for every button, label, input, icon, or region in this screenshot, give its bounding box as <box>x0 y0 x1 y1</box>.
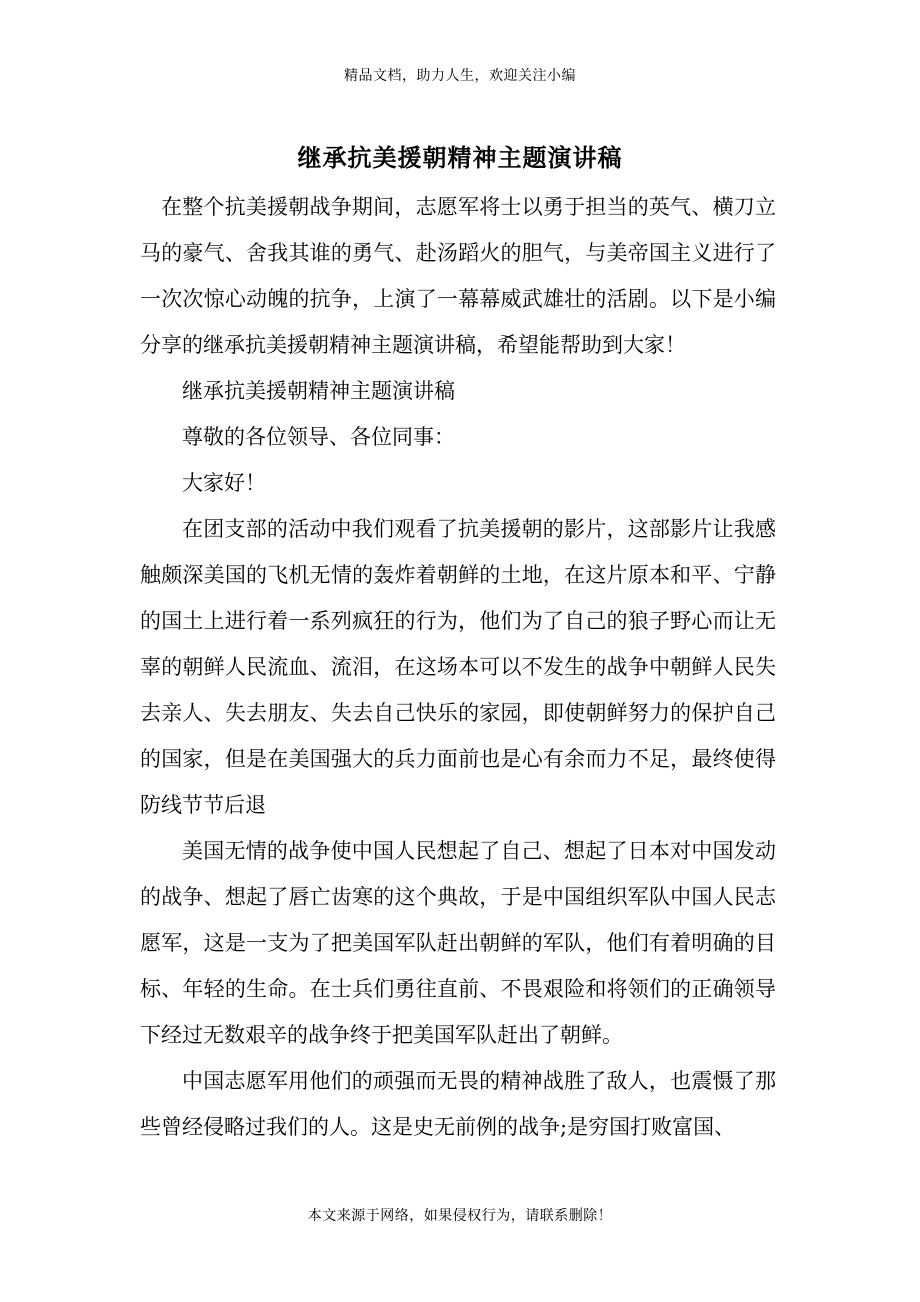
footer-note: 本文来源于网络，如果侵权行为，请联系删除！ <box>307 1208 613 1224</box>
document-body <box>140 184 776 1150</box>
greeting-line: 大家好！ <box>182 471 266 495</box>
header-note: 精品文档，助力人生，欢迎关注小编 <box>344 68 576 84</box>
body-paragraph: 在团支部的活动中我们观看了抗美援朝的影片，这部影片让我感触颇深美国的飞机无情的轰炸着朝鲜的土地，在这片原本和平、宁静的国土上进行着一系列疯狂的行为，他们为了自己的狼子野心而让无辜的朝鲜人民流血、流泪，在这场本可以不发生的战争中朝鲜人民失去亲人、失去朋友、失去自己快乐的家园，即使朝鲜努力的保护自己的国家，但是在美国强大的兵力面前也是心有余而力不足，最终使得防线节节后退 <box>140 517 776 817</box>
body-paragraph: 美国无情的战争使中国人民想起了自己、想起了日本对中国发动的战争、想起了唇亡齿寒的这个典故，于是中国组织军队中国人民志愿军，这是一支为了把美国军队赶出朝鲜的军队，他们有着明确的目标、年轻的生命。在士兵们勇往直前、不畏艰险和将领们的正确领导下经过无数艰辛的战争终于把美国军队赶出了朝鲜。 <box>140 839 776 1047</box>
body-paragraph: 中国志愿军用他们的顽强而无畏的精神战胜了敌人，也震慑了那些曾经侵略过我们的人。这是史无前例的战争;是穷国打败富国、 <box>140 1069 776 1139</box>
intro-paragraph: 在整个抗美援朝战争期间，志愿军将士以勇于担当的英气、横刀立马的豪气、舍我其谁的勇气、赴汤蹈火的胆气，与美帝国主义进行了一次次惊心动魄的抗争，上演了一幕幕威武雄壮的活剧。以下是小编分享的继承抗美援朝精神主题演讲稿，希望能帮助到大家！ <box>140 195 776 357</box>
speech-title-line: 继承抗美援朝精神主题演讲稿 <box>182 379 455 403</box>
document-title: 继承抗美援朝精神主题演讲稿 <box>297 143 623 172</box>
salutation-line: 尊敬的各位领导、各位同事： <box>182 425 455 449</box>
